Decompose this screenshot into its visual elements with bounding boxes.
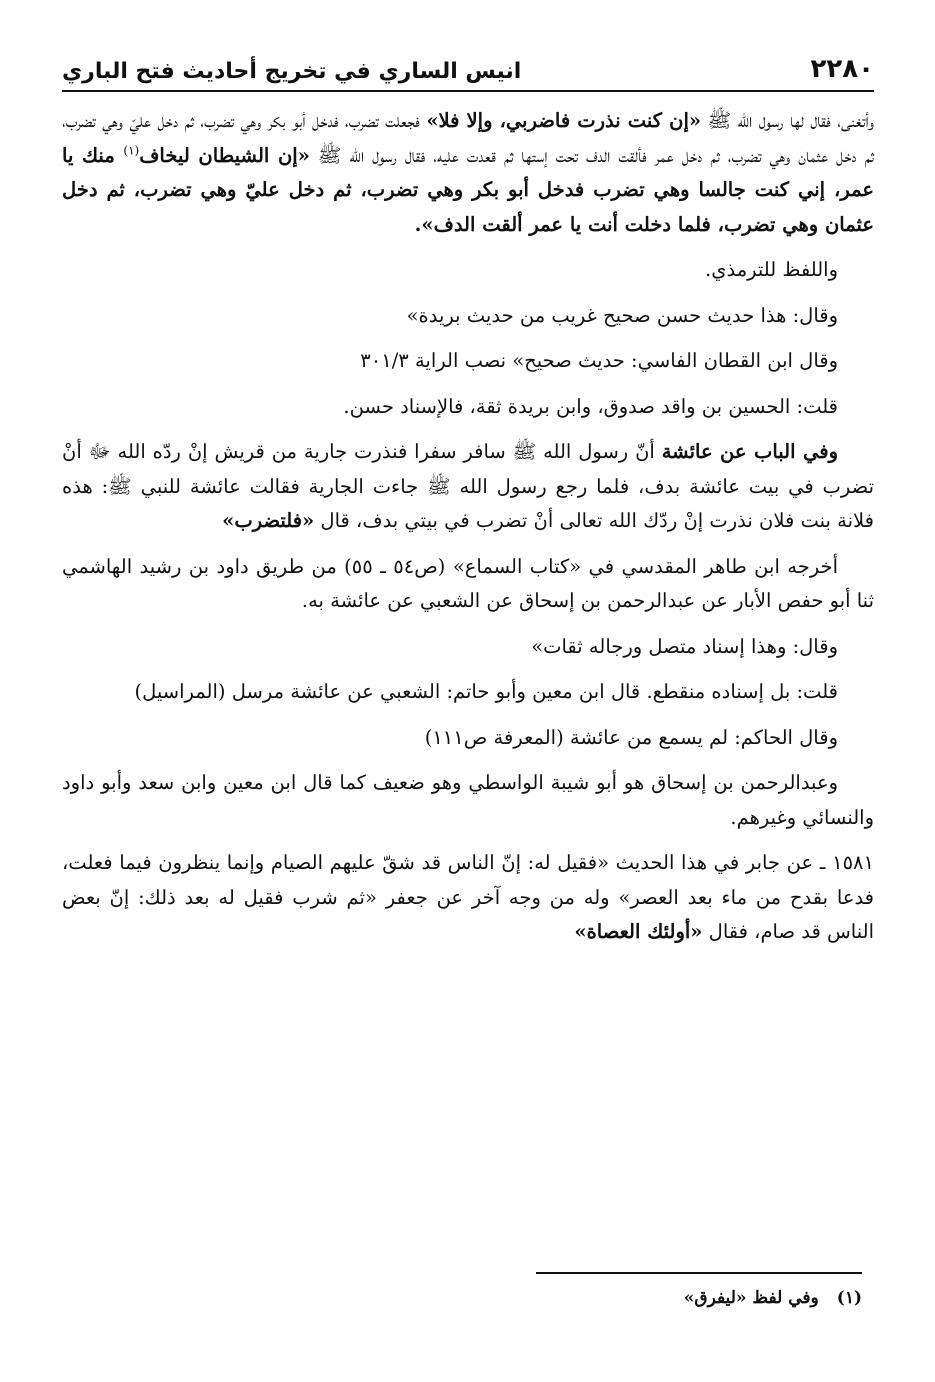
page-number: ٢٢٨٠ — [810, 54, 874, 84]
paragraph-inqita: قلت: بل إسناده منقطع. قال ابن معين وأبو حاتم: الشعبي عن عائشة مرسل (المراسيل) — [134, 680, 838, 703]
footnote — [62, 1286, 862, 1310]
text-run: ١٥٨١ ـ عن جابر في هذا الحديث «فقيل له: إنّ الناس قد شقّ عليهم الصيام وإنما ينظرون فيما فعلت، فدعا بقدح من ماء بعد العصر» وله من وجه آخر عن جعفر «ثم شرب فقيل له بعد ذلك: إنّ بعض الناس قد صام، فقال — [62, 851, 874, 943]
text-run: فجعلت تضرب، فدخل أبو بكر وهي تضرب، ثم دخل عليّ وهي تضرب، ثم دخل عثمان وهي تضرب، ثم دخل عمر فألقت الدف تحت إستها ثم قعدت عليه، فقال رسول الله ﷺ — [62, 109, 874, 167]
text-run: أنّ رسول الله ﷺ سافر سفرا فنذرت جارية من قريش إنْ ردّه الله ﷻ أنْ تضرب في بيت عائشة بدف، فلما رجع رسول الله ﷺ جاءت الجارية فقالت عائشة للنبي ﷺ: هذه فلانة بنت فلان نذرت إنْ ردّك الله تعالى أنْ تضرب في بيتي بدف، قال — [62, 440, 874, 532]
footnote-divider — [536, 1272, 862, 1274]
text-run: وأتغنى، فقال لها رسول الله ﷺ — [701, 109, 875, 132]
bold-quote: «أولئك العصاة» — [574, 920, 703, 943]
paragraph-wording-note: واللفظ للترمذي. — [705, 258, 838, 281]
paragraph-tirmidhi-grading: وقال: هذا حديث حسن صحيح غريب من حديث بريدة» — [406, 303, 838, 327]
bold-quote: «إن الشيطان ليخاف — [139, 143, 310, 167]
paragraph-hadith-continuation — [62, 104, 874, 242]
paragraph-ibn-tahir-grading: وقال: وهذا إسناد متصل ورجاله ثقات» — [531, 634, 838, 658]
running-title: انيس الساري في تخريج أحاديث فتح الباري — [62, 59, 522, 84]
paragraph-abdurrahman: وعبدالرحمن بن إسحاق هو أبو شيبة الواسطي وهو ضعيف كما قال ابن معين وابن سعد وأبو داود والنسائي وغيرهم. — [62, 771, 874, 829]
paragraph-takhrij-ibn-tahir: أخرجه ابن طاهر المقدسي في «كتاب السماع» (ص٥٤ ـ ٥٥) من طريق داود بن رشيد الهاشمي ثنا أبو حفص الأبار عن عبدالرحمن بن إسحاق عن الشعبي عن عائشة به. — [62, 554, 874, 612]
footnote-text: وفي لفظ «ليفرق» — [683, 1288, 819, 1308]
bold-quote: «فلتضرب» — [222, 509, 315, 532]
footnote-number: (١) — [836, 1288, 862, 1308]
paragraph-hadith-1581 — [62, 846, 874, 950]
paragraph-isnad-hasan: قلت: الحسين بن واقد صدوق، وابن بريدة ثقة، فالإسناد حسن. — [343, 394, 838, 418]
bold-heading-run: وفي الباب عن عائشة — [661, 440, 838, 463]
paragraph-ibn-qattan: وقال ابن القطان الفاسي: حديث صحيح» نصب الراية ٣٠١/٣ — [360, 349, 838, 372]
paragraph-hakim: وقال الحاكم: لم يسمع من عائشة (المعرفة ص١١١) — [424, 725, 838, 749]
page-header — [62, 40, 874, 92]
footnote-marker: (١) — [123, 143, 140, 157]
page-body — [62, 104, 874, 961]
bold-quote: منك يا عمر، إني كنت جالسا وهي تضرب فدخل أبو بكر وهي تضرب، ثم دخل عليّ وهي تضرب، ثم دخل عثمان وهي تضرب، فلما دخلت أنت يا عمر ألقت الدف». — [62, 143, 874, 236]
bold-quote: «إن كنت نذرت فاضربي، وإلا فلا» — [426, 109, 702, 132]
paragraph-aisha-narration — [62, 435, 874, 539]
